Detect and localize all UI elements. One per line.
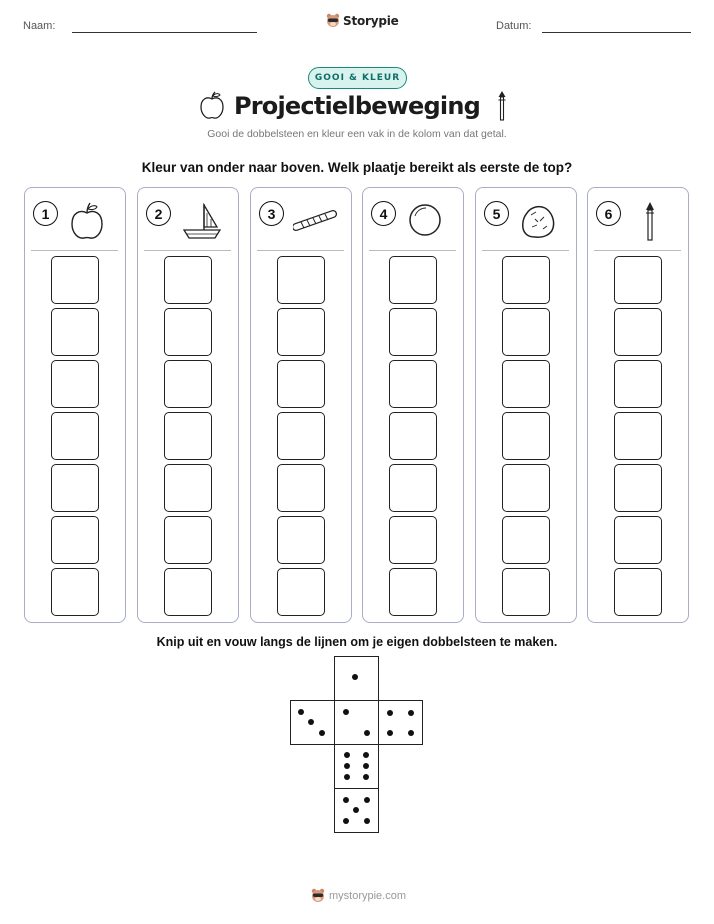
color-box[interactable]	[502, 360, 550, 408]
color-box[interactable]	[277, 360, 325, 408]
column-5	[475, 187, 577, 623]
color-box[interactable]	[614, 516, 662, 564]
footer-url[interactable]: mystorypie.com	[329, 890, 407, 902]
color-box[interactable]	[164, 516, 212, 564]
column-2	[137, 187, 239, 623]
footer	[311, 888, 406, 904]
brand-logo	[326, 13, 399, 29]
color-box[interactable]	[51, 256, 99, 304]
pip	[408, 730, 414, 736]
pip	[353, 807, 359, 813]
pip	[363, 752, 369, 758]
mascot-icon	[326, 13, 340, 29]
date-line[interactable]	[542, 32, 691, 33]
color-box[interactable]	[51, 360, 99, 408]
name-label: Naam:	[23, 20, 56, 32]
color-box[interactable]	[614, 568, 662, 616]
color-box[interactable]	[614, 256, 662, 304]
activity-tag: GOOI & KLEUR	[308, 67, 407, 89]
column-number: 5	[484, 201, 509, 226]
ball-icon	[405, 201, 445, 241]
column-number: 4	[371, 201, 396, 226]
page-title: Projectielbeweging	[233, 92, 481, 120]
color-box[interactable]	[164, 360, 212, 408]
die-face-2	[334, 700, 379, 745]
pip	[344, 774, 350, 780]
color-box[interactable]	[614, 464, 662, 512]
rock-icon	[518, 201, 558, 241]
column-4	[362, 187, 464, 623]
arrow-icon	[495, 90, 509, 122]
color-box[interactable]	[502, 308, 550, 356]
pip	[343, 818, 349, 824]
pip	[364, 818, 370, 824]
color-box[interactable]	[389, 360, 437, 408]
color-box[interactable]	[277, 516, 325, 564]
color-box[interactable]	[389, 516, 437, 564]
pip	[344, 752, 350, 758]
name-line[interactable]	[72, 32, 257, 33]
pip	[408, 710, 414, 716]
color-box[interactable]	[502, 568, 550, 616]
pip	[387, 710, 393, 716]
die-face-3	[290, 700, 335, 745]
dice-instruction: Knip uit en vouw langs de lijnen om je eigen dobbelsteen te maken.	[156, 635, 558, 649]
page-subtitle: Gooi de dobbelsteen en kleur een vak in de kolom van dat getal.	[207, 128, 507, 140]
column-number: 3	[259, 201, 284, 226]
column-number: 1	[33, 201, 58, 226]
pip	[343, 797, 349, 803]
pip	[298, 709, 304, 715]
instruction: Kleur van onder naar boven. Welk plaatje bereikt als eerste de top?	[141, 160, 573, 175]
color-box[interactable]	[389, 256, 437, 304]
color-box[interactable]	[614, 412, 662, 460]
pip	[364, 730, 370, 736]
color-box[interactable]	[502, 464, 550, 512]
column-6	[587, 187, 689, 623]
pip	[343, 709, 349, 715]
pip	[319, 730, 325, 736]
color-box[interactable]	[502, 516, 550, 564]
color-box[interactable]	[51, 568, 99, 616]
pip	[363, 763, 369, 769]
color-box[interactable]	[277, 568, 325, 616]
column-number: 2	[146, 201, 171, 226]
color-box[interactable]	[389, 464, 437, 512]
arrow-icon	[630, 201, 670, 243]
color-box[interactable]	[614, 360, 662, 408]
column-3	[250, 187, 352, 623]
color-box[interactable]	[277, 464, 325, 512]
color-box[interactable]	[614, 308, 662, 356]
color-box[interactable]	[51, 464, 99, 512]
color-box[interactable]	[502, 412, 550, 460]
die-face-1	[334, 656, 379, 701]
color-box[interactable]	[164, 308, 212, 356]
rope-icon	[293, 201, 337, 241]
die-face-4	[378, 700, 423, 745]
apple-icon	[67, 201, 107, 241]
color-box[interactable]	[389, 308, 437, 356]
color-box[interactable]	[164, 412, 212, 460]
color-box[interactable]	[277, 308, 325, 356]
color-box[interactable]	[51, 308, 99, 356]
brand-name: Storypie	[343, 14, 399, 28]
color-box[interactable]	[164, 256, 212, 304]
color-box[interactable]	[277, 256, 325, 304]
die-face-5	[334, 788, 379, 833]
date-label: Datum:	[496, 20, 532, 32]
pip	[344, 763, 350, 769]
pip	[387, 730, 393, 736]
mascot-icon	[311, 888, 325, 904]
column-1	[24, 187, 126, 623]
color-box[interactable]	[389, 412, 437, 460]
color-box[interactable]	[164, 464, 212, 512]
color-box[interactable]	[389, 568, 437, 616]
color-box[interactable]	[51, 516, 99, 564]
color-box[interactable]	[502, 256, 550, 304]
pip	[352, 674, 358, 680]
sailboat-icon	[180, 201, 224, 241]
color-box[interactable]	[51, 412, 99, 460]
color-box[interactable]	[164, 568, 212, 616]
die-face-6	[334, 744, 379, 789]
pip	[363, 774, 369, 780]
pip	[364, 797, 370, 803]
column-number: 6	[596, 201, 621, 226]
color-box[interactable]	[277, 412, 325, 460]
pip	[308, 719, 314, 725]
